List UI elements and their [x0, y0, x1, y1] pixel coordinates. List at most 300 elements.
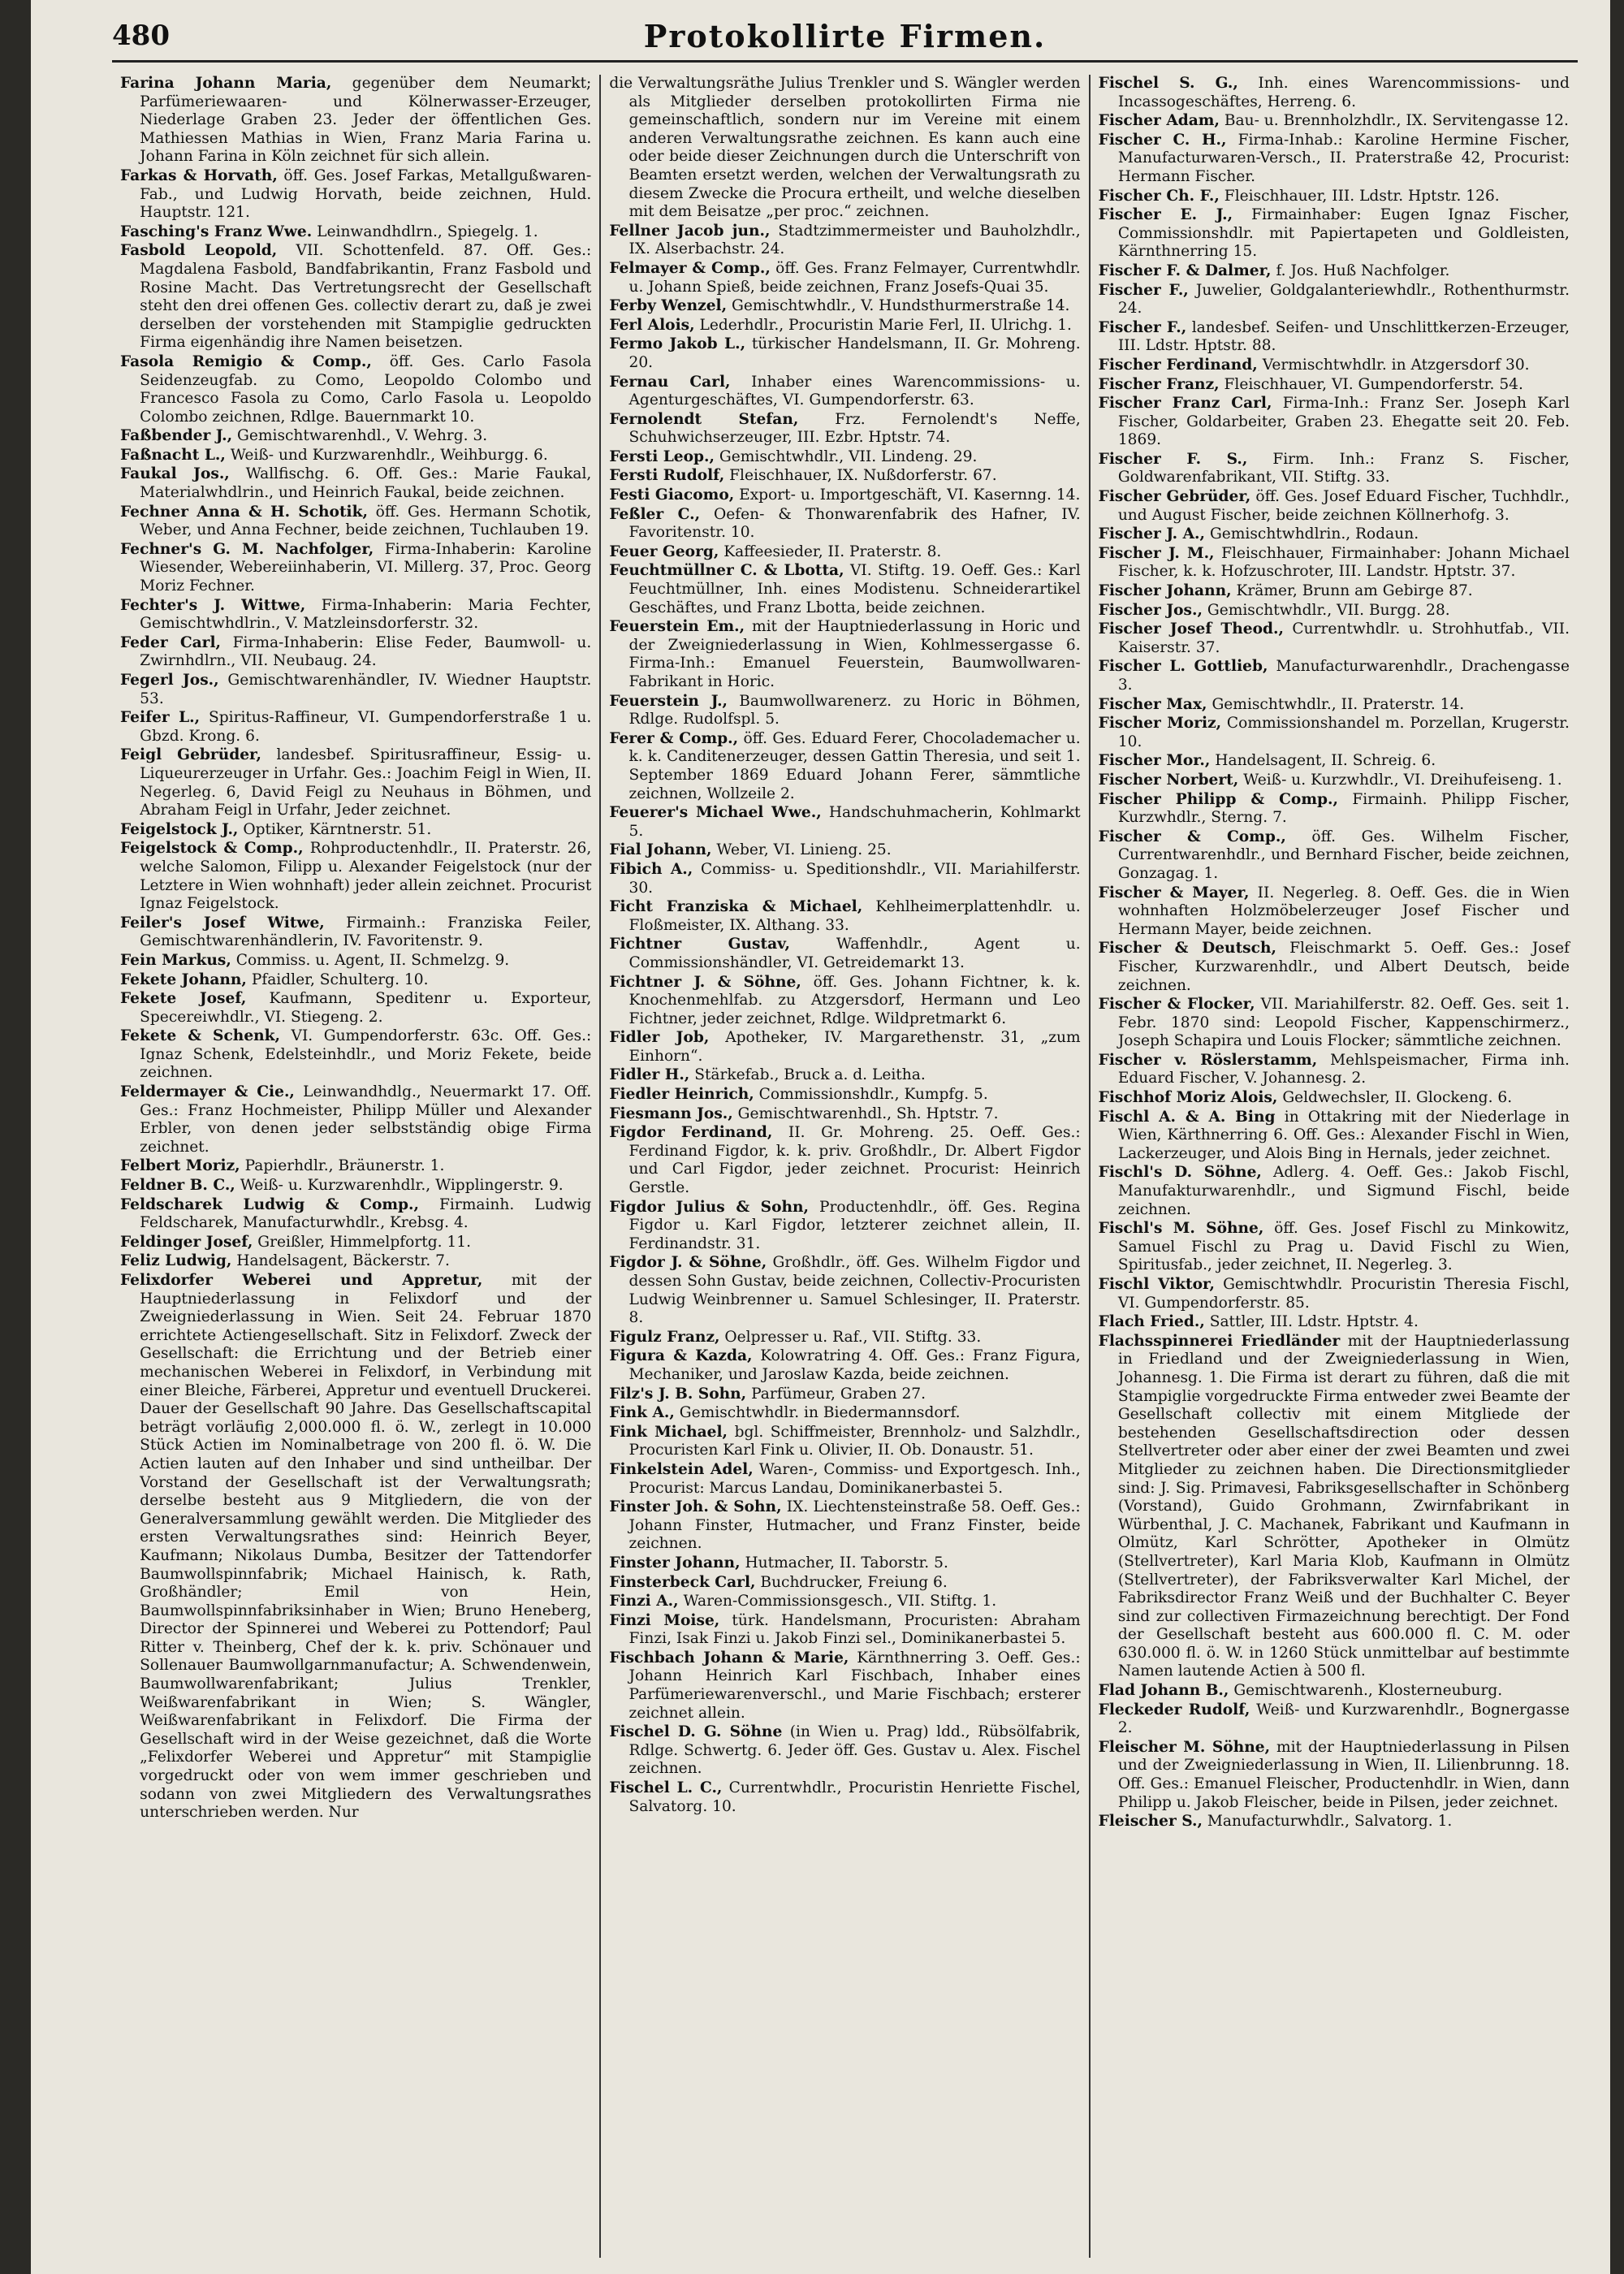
firm-name: Feuerer's Michael Wwe.,	[609, 804, 822, 822]
firm-name: Feldner B. C.,	[120, 1177, 235, 1195]
directory-entry	[609, 448, 1080, 467]
firm-name: Fischer & Flocker,	[1098, 996, 1255, 1014]
directory-entry	[1099, 772, 1570, 790]
firm-details: Spiritus-Raffineur, VI. Gumpendorferstraße 1 u. Gbzd. Krong. 6.	[140, 709, 592, 745]
firm-name: Fechter's J. Wittwe,	[120, 596, 306, 614]
directory-entry	[609, 1554, 1080, 1573]
column-1	[112, 75, 599, 2258]
firm-details: türkischer Handelsmann, II. Gr. Mohreng. 20.	[628, 335, 1081, 371]
firm-details: Mehlspeismacher, Firma inh. Eduard Fischer, V. Johannesg. 2.	[1117, 1051, 1570, 1087]
directory-entry	[1099, 1109, 1570, 1164]
firm-details: Geldwechsler, II. Glockeng. 6.	[1282, 1089, 1513, 1107]
firm-name: Fiedler Heinrich,	[609, 1086, 754, 1104]
firm-details: Commissionshandel m. Porzellan, Krugerstr. 10.	[1117, 715, 1570, 750]
firm-name: Filz's J. B. Sohn,	[609, 1385, 747, 1403]
directory-entry	[609, 1105, 1080, 1124]
directory-entry	[1099, 395, 1570, 450]
firm-details: Fleischhauer, Firmainhaber: Johann Michael Fischer, k. k. Hofzuschroter, III. Landstr. Hptstr. 37.	[1117, 544, 1570, 581]
firm-name: Fischer F. S.,	[1098, 450, 1248, 468]
firm-name: Ficht Franziska & Michael,	[609, 898, 863, 916]
firm-details: Weiß- u. Kurzwhdlr., VI. Dreihufeiseng. 1.	[1243, 771, 1562, 789]
firm-name: Fasola Remigio & Comp.,	[120, 352, 372, 370]
firm-name: Fischer Max,	[1098, 695, 1207, 713]
directory-entry	[120, 952, 591, 971]
firm-name: Figdor J. & Söhne,	[609, 1254, 767, 1272]
firm-name: Fidler Job,	[609, 1029, 710, 1047]
directory-entry	[1099, 620, 1570, 657]
firm-details: Weber, VI. Linieng. 25.	[716, 841, 892, 859]
firm-details: IX. Liechtensteinstraße 58. Oeff. Ges.: Johann Finster, Hutmacher, und Franz Finster, beide zeichnen.	[628, 1498, 1081, 1553]
firm-details: Firm. Inh.: Franz S. Fischer, Goldwarenfabrikant, VII. Stiftg. 33.	[1117, 450, 1570, 486]
firm-details: Papierhdlr., Bräunerstr. 1.	[244, 1157, 445, 1175]
firm-details: bgl. Schiffmeister, Brennholz- und Salzhdlr., Procuristen Karl Fink u. Olivier, II. Ob. Donaustr. 51.	[628, 1423, 1081, 1459]
directory-entry	[1099, 545, 1570, 581]
firm-name: Fischer Moriz,	[1098, 715, 1222, 733]
firm-details: öff. Ges. Hermann Schotik, Weber, und Anna Fechner, beide zeichnen, Tuchlauben 19.	[140, 503, 592, 539]
directory-entry	[609, 898, 1080, 935]
firm-name: Fischl Viktor,	[1098, 1276, 1215, 1293]
firm-name: Ferer & Comp.,	[609, 729, 739, 747]
firm-name: Fichtner J. & Söhne,	[609, 973, 801, 991]
firm-name: Fischer Gebrüder,	[1098, 488, 1251, 506]
firm-details: Waren-, Commiss- und Exportgesch. Inh., Procurist: Marcus Landau, Dominikanerbastei 5.	[628, 1460, 1081, 1497]
firm-name: Fischer E. J.,	[1098, 206, 1233, 224]
firm-name: Feldscharek Ludwig & Comp.,	[120, 1195, 419, 1213]
firm-name: Farkas & Horvath,	[120, 166, 278, 184]
firm-details: Weiß- und Kurzwarenhdlr., Weihburgg. 6.	[230, 446, 548, 464]
directory-entry	[1099, 451, 1570, 487]
firm-details: Kaffeesieder, II. Praterstr. 8.	[723, 543, 942, 560]
firm-name: Farina Johann Maria,	[120, 75, 332, 92]
directory-entry	[120, 746, 591, 819]
directory-entry	[609, 936, 1080, 972]
firm-name: Fidler H.,	[609, 1066, 690, 1084]
firm-name: Feigl Gebrüder,	[120, 746, 261, 764]
directory-entry	[1099, 75, 1570, 111]
directory-entry	[609, 1574, 1080, 1593]
directory-entry	[1099, 282, 1570, 318]
directory-entry	[609, 1723, 1080, 1779]
firm-name: Fersti Rudolf,	[609, 467, 725, 485]
firm-details: VII. Mariahilferstr. 82. Oeff. Ges. seit 1. Febr. 1870 sind: Leopold Fischer, Kappenschirmerz., Joseph Schapira und Louis Flocker; sämmtliche zeichnen.	[1117, 996, 1570, 1050]
firm-details: Frz. Fernolendt's Neffe, Schuhwichserzeuger, III. Ezbr. Hptstr. 74.	[628, 410, 1081, 447]
firm-details: Parfümeur, Graben 27.	[751, 1385, 926, 1403]
directory-entry	[609, 467, 1080, 486]
firm-details: Sattler, III. Ldstr. Hptstr. 4.	[1209, 1313, 1419, 1331]
directory-entry	[120, 167, 591, 223]
directory-entry	[609, 260, 1080, 296]
firm-details: Handschuhmacherin, Kohlmarkt 5.	[628, 804, 1081, 840]
firm-details: Export- u. Importgeschäft, VI. Kasernng. 14.	[739, 486, 1081, 504]
directory-entry	[609, 804, 1080, 841]
firm-details: Gemischtwarenh., Klosterneuburg.	[1233, 1682, 1503, 1700]
firm-details: Gemischtwhdlr. Procuristin Theresia Fischl, VI. Gumpendorferstr. 85.	[1117, 1276, 1570, 1312]
firm-name: Feiler's Josef Witwe,	[120, 914, 325, 932]
firm-name: Fermo Jakob L.,	[609, 335, 746, 353]
firm-details: landesbef. Seifen- und Unschlittkerzen-Erzeuger, III. Ldstr. Hptstr. 88.	[1117, 318, 1570, 355]
directory-entry	[120, 223, 591, 242]
directory-entry	[609, 1386, 1080, 1404]
firm-name: Fischer & Deutsch,	[1098, 940, 1276, 958]
firm-name: Finzi A.,	[609, 1593, 679, 1610]
firm-details: Commiss. u. Agent, II. Schmelzg. 9.	[235, 951, 510, 969]
directory-entry	[1099, 602, 1570, 620]
firm-details: öff. Ges. Wilhelm Fischer, Currentwarenhdlr., und Bernhard Fischer, beide zeichnen, Gonzagag. 1.	[1117, 828, 1570, 882]
directory-entry	[120, 242, 591, 352]
firm-details: Firmainh. Ludwig Feldscharek, Manufacturwhdlr., Krebsg. 4.	[140, 1195, 592, 1232]
firm-details: Bau- u. Brennholzhdlr., IX. Servitengasse 12.	[1224, 112, 1569, 130]
firm-details: öff. Ges. Johann Fichtner, k. k. Knochenmehlfab. zu Atzgersdorf, Hermann und Leo Fichtner, jeder zeichnet, Rdlge. Wildpretmarkt 6.	[628, 973, 1081, 1027]
firm-details: Waren-Commissionsgesch., VII. Stiftg. 1.	[683, 1593, 997, 1610]
firm-details: Firma-Inhaberin: Maria Fechter, Gemischtwhdlrin., V. Matzleinsdorferstr. 32.	[140, 596, 592, 633]
firm-name: Fischer Norbert,	[1098, 771, 1239, 789]
directory-entry	[609, 1498, 1080, 1554]
directory-entry	[1099, 132, 1570, 187]
firm-name: Feuerstein Em.,	[609, 618, 745, 636]
firm-details: Kolowratring 4. Off. Ges.: Franz Figura, Mechaniker, und Jaroslaw Kazda, beide zeichnen.	[628, 1347, 1081, 1383]
directory-entry	[609, 1066, 1080, 1085]
firm-details: VI. Gumpendorferstr. 63c. Off. Ges.: Ignaz Schenk, Edelsteinhdlr., und Moriz Fekete, beide zeichnen.	[140, 1027, 592, 1082]
directory-entry	[609, 562, 1080, 617]
directory-entry	[1099, 188, 1570, 206]
directory-entry	[609, 543, 1080, 562]
firm-name: Fernau Carl,	[609, 373, 731, 391]
directory-entry	[609, 317, 1080, 335]
firm-name: Fibich A.,	[609, 860, 693, 878]
directory-entry	[609, 75, 1080, 222]
columns-container	[112, 75, 1578, 2258]
firm-details: Kärnthnerring 3. Oeff. Ges.: Johann Heinrich Karl Fischbach, Inhaber eines Parfümeriewarenverschl., und Marie Fischbach; ersterer zeichnet allein.	[628, 1649, 1081, 1722]
page-number: 480	[112, 19, 170, 52]
firm-details: türk. Handelsmann, Procuristen: Abraham Finzi, Isak Finzi u. Jakob Finzi sel., Dominikanerbastei 5.	[628, 1611, 1081, 1648]
firm-name: Fein Markus,	[120, 951, 231, 969]
firm-name: Felixdorfer Weberei und Appretur,	[120, 1272, 483, 1289]
firm-details: Firma-Inhab.: Karoline Hermine Fischer, Manufacturwaren-Versch., II. Praterstraße 42, Procurist: Hermann Fischer.	[1117, 131, 1570, 185]
firm-details: Leinwandhdlrn., Spiegelg. 1.	[317, 223, 538, 240]
firm-name: Ferby Wenzel,	[609, 297, 728, 315]
directory-entry	[1099, 357, 1570, 375]
firm-name: Fischer Adam,	[1098, 112, 1220, 130]
firm-details: Firmainh.: Franziska Feiler, Gemischtwarenhändlerin, IV. Favoritenstr. 9.	[140, 914, 592, 950]
directory-entry	[120, 1252, 591, 1271]
directory-entry	[1099, 1052, 1570, 1088]
firm-name: Faukal Jos.,	[120, 465, 230, 483]
firm-name: Fischer Ferdinand,	[1098, 356, 1258, 374]
directory-entry	[1099, 715, 1570, 751]
directory-entry	[120, 1196, 591, 1233]
firm-details: Optiker, Kärntnerstr. 51.	[243, 820, 432, 838]
directory-entry	[120, 990, 591, 1027]
directory-entry	[120, 634, 591, 671]
firm-details: Oelpresser u. Raf., VII. Stiftg. 33.	[724, 1328, 982, 1346]
directory-entry	[120, 465, 591, 502]
directory-entry	[609, 730, 1080, 803]
firm-name: Figdor Ferdinand,	[609, 1124, 773, 1142]
directory-entry	[609, 1199, 1080, 1254]
directory-entry	[1099, 658, 1570, 694]
firm-details: Leinwandhdlg., Neuermarkt 17. Off. Ges.: Franz Hochmeister, Philipp Müller und Alexander Erbler, von denen jeder selbstständig obige Firma zeichnet.	[140, 1083, 592, 1156]
directory-entry	[1099, 996, 1570, 1051]
firm-details: Weiß- u. Kurzwarenhdlr., Wipplingerstr. 9.	[240, 1177, 564, 1195]
firm-name: Fischer Ch. F.,	[1098, 187, 1220, 205]
page-title: Protokollirte Firmen.	[643, 18, 1047, 54]
directory-entry	[609, 693, 1080, 729]
firm-name: Fleischer M. Söhne,	[1098, 1738, 1271, 1756]
firm-name: Fischer C. H.,	[1098, 131, 1227, 149]
directory-entry	[120, 353, 591, 426]
firm-name: Fischbach Johann & Marie,	[609, 1649, 849, 1667]
directory-entry	[120, 75, 591, 166]
firm-details: Currentwhdlr. u. Strohhutfab., VII. Kaiserstr. 37.	[1117, 620, 1570, 656]
firm-details: Gemischtwhdlr., VII. Burgg. 28.	[1207, 601, 1450, 619]
firm-name: Fersti Leop.,	[609, 447, 715, 465]
firm-name: Fischer Mor.,	[1098, 752, 1211, 770]
firm-name: Fischer Johann,	[1098, 582, 1232, 600]
firm-name: Fink Michael,	[609, 1423, 728, 1441]
directory-entry	[1099, 791, 1570, 828]
firm-details: mit der Hauptniederlassung in Horic und der Zweigniederlassung in Wien, Kohlmessergasse 6. Firma-Inh.: Emanuel Feuerstein, Baumwollwaren-Fabrikant in Horic.	[628, 618, 1081, 690]
firm-details: öff. Ges. Josef Farkas, Metallgußwaren-Fab., und Ludwig Horvath, beide zeichnen, Huld. Hauptstr. 121.	[140, 166, 592, 222]
firm-name: Fischer Philipp & Comp.,	[1098, 790, 1338, 808]
firm-name: Faßnacht L.,	[120, 446, 226, 464]
firm-name: Fischer J. A.,	[1098, 525, 1206, 543]
firm-details: öff. Ges. Eduard Ferer, Chocolademacher u. k. k. Canditenerzeuger, dessen Gattin Theresia, und seit 1. September 1869 Eduard Johann Ferer, sämmtliche zeichnen, Wollzeile 2.	[628, 729, 1081, 802]
firm-details: II. Gr. Mohreng. 25. Oeff. Ges.: Ferdinand Figdor, k. k. priv. Großhdlr., Dr. Albert Figdor und Carl Figdor, jeder zeichnet. Procurist: Heinrich Gerstle.	[628, 1124, 1081, 1197]
directory-entry	[609, 1347, 1080, 1384]
directory-entry	[1099, 884, 1570, 940]
firm-details: öff. Ges. Josef Fischl zu Minkowitz, Samuel Fischl zu Prag u. David Fischl zu Wien, Spiritusfab., jeder zeichnet, II. Negerleg. 3.	[1117, 1220, 1570, 1274]
firm-name: Fleischer S.,	[1098, 1813, 1203, 1831]
firm-details: VI. Stiftg. 19. Oeff. Ges.: Karl Feuchtmüllner, Inh. eines Modistenu. Schneiderartikel Geschäftes, und Franz Lbotta, beide zeichnen.	[628, 562, 1081, 616]
firm-name: Fischel S. G.,	[1098, 75, 1238, 92]
firm-details: Baumwollwarenerz. zu Horic in Böhmen, Rdlge. Rudolfspl. 5.	[628, 692, 1081, 728]
directory-entry	[120, 971, 591, 990]
firm-details: Rohproductenhdlr., II. Praterstr. 26, welche Salomon, Filipp u. Alexander Feigelstock (nur der Letztere in Wien wohnhaft) jeder allein zeichnet. Procurist Ignaz Feigelstock.	[140, 840, 592, 913]
directory-entry	[609, 506, 1080, 543]
firm-name: Finsterbeck Carl,	[609, 1573, 756, 1591]
firm-name: Feigelstock & Comp.,	[120, 840, 304, 858]
firm-name: Faßbender J.,	[120, 427, 233, 445]
firm-name: Finzi Moise,	[609, 1611, 720, 1629]
directory-entry	[120, 541, 591, 596]
directory-entry	[609, 1029, 1080, 1066]
firm-name: Fischel L. C.,	[609, 1779, 723, 1797]
firm-details: Commiss- u. Speditionshdlr., VII. Mariahilferstr. 30.	[628, 860, 1081, 897]
firm-name: Fegerl Jos.,	[120, 672, 219, 689]
firm-details: Gemischtwhdlr., V. Hundsthurmerstraße 14.	[731, 297, 1070, 315]
firm-details: Productenhdlr., öff. Ges. Regina Figdor u. Karl Figdor, letzterer zeichnet allein, II. Ferdinandstr. 31.	[628, 1198, 1081, 1252]
firm-name: Fischl's M. Söhne,	[1098, 1220, 1264, 1238]
directory-entry	[1099, 1739, 1570, 1812]
firm-name: Flachsspinnerei Friedländer	[1098, 1332, 1341, 1350]
directory-entry	[120, 1083, 591, 1156]
firm-details: Adlerg. 4. Oeff. Ges.: Jakob Fischl, Manufakturwarenhdlr., und Sigmund Fischl, beide zeichnen.	[1117, 1164, 1570, 1218]
directory-entry	[1099, 262, 1570, 281]
firm-details: öff. Ges. Josef Eduard Fischer, Tuchhdlr., und August Fischer, beide zeichnen Köllnerhofg. 3.	[1117, 488, 1570, 524]
firm-name: Finkelstein Adel,	[609, 1460, 754, 1478]
firm-name: Fechner's G. M. Nachfolger,	[120, 540, 374, 558]
firm-details: VII. Schottenfeld. 87. Off. Ges.: Magdalena Fasbold, Bandfabrikantin, Franz Fasbold und Rosine Macht. Das Vertretungsrecht der Gesellschaft steht den drei offenen Ges. collectiv derart zu, daß je zwei derselben der vorstehenden mit Stampiglie gedruckten Firma eigenhändig ihre Namen beisetzen.	[140, 242, 592, 352]
firm-name: Feuchtmüllner C. & Lbotta,	[609, 562, 844, 580]
directory-entry	[609, 861, 1080, 897]
directory-entry	[609, 411, 1080, 447]
directory-entry	[1099, 112, 1570, 131]
firm-details: Stadtzimmermeister und Bauholzhdlr., IX. Alserbachstr. 24.	[628, 222, 1081, 258]
directory-entry	[609, 1593, 1080, 1611]
firm-name: Fischer Franz Carl,	[1098, 395, 1272, 413]
firm-details: Handelsagent, Bäckerstr. 7.	[236, 1252, 450, 1270]
directory-entry	[609, 841, 1080, 860]
firm-details: Fleischhauer, III. Ldstr. Hptstr. 126.	[1224, 187, 1500, 205]
firm-details: mit der Hauptniederlassung in Friedland und der Zweigniederlassung in Wien, Johannesg. 1. Die Firma ist derart zu führen, daß die mit Stampiglie vorgedruckte Firma entweder zwei Beamte der Gesellschaft collectiv mit einem Mitgliede der bestehenden Gesellschaftsdirection oder dessen Stellvertreter oder aber einer der zwei Beamten und zwei Mitglieder zu zeichnen haben. Die Directionsmitglieder sind: J. Sig. Primavesi, Fabriksgesellschafter in Schönberg (Vorstand), Guido Grohmann, Zwirnfabrikant in Würbenthal, J. C. Machanek, Fabrikant und Kaufmann in Olmütz, Karl Schrötter, Apotheker in Olmütz (Stellvertreter), Karl Maria Klob, Kaufmann in Olmütz (Stellvertreter), der Fabriksverwalter Karl Michel, der Fabriksdirector Franz Weiß und der Buchhalter C. Beyer sind zur collectiven Firmazeichnung berechtigt. Der Fond der Gesellschaft besteht aus 600.000 fl. C. M. oder 630.000 fl. ö. W. in 1260 Stück unmittelbar auf bestimmte Namen lautende Actien à 500 fl.	[1117, 1332, 1570, 1680]
firm-details: Gemischtwhdlr. in Biedermannsdorf.	[679, 1404, 961, 1422]
firm-details: öff. Ges. Franz Felmayer, Currentwhdlr. u. Johann Spieß, beide zeichnen, Franz Josefs-Quai 35.	[628, 259, 1081, 296]
directory-entry	[120, 672, 591, 708]
directory-entry	[120, 709, 591, 746]
directory-entry	[609, 974, 1080, 1029]
firm-name: Festi Giacomo,	[609, 486, 735, 504]
firm-details: Waffenhdlr., Agent u. Commissionshändler, VI. Getreidemarkt 13.	[628, 936, 1081, 971]
directory-entry	[609, 297, 1080, 316]
firm-details: Fleischhauer, VI. Gumpendorferstr. 54.	[1224, 375, 1523, 393]
firm-details: Apotheker, IV. Margarethenstr. 31, „zum Einhorn“.	[628, 1029, 1081, 1065]
firm-details: öff. Ges. Carlo Fasola Seidenzeugfab. zu Como, Leopoldo Colombo und Francesco Fasola zu Como, Carlo Fasola u. Leopoldo Colombo zeichnen, Rdlge. Bauernmarkt 10.	[140, 352, 592, 426]
firm-name: Fischer F.,	[1098, 281, 1189, 299]
directory-entry	[1099, 582, 1570, 601]
firm-name: Figura & Kazda,	[609, 1347, 753, 1365]
directory-entry	[609, 223, 1080, 259]
firm-name: Figdor Julius & Sohn,	[609, 1198, 809, 1216]
firm-details: Gemischtwarenhändler, IV. Wiedner Hauptstr. 53.	[140, 672, 592, 707]
firm-name: Feuerstein J.,	[609, 692, 728, 710]
directory-entry	[1099, 940, 1570, 995]
firm-name: Fischer F. & Dalmer,	[1098, 262, 1272, 279]
firm-details: Weiß- und Kurzwarenhdlr., Bognergasse 2.	[1117, 1701, 1570, 1737]
firm-details: Firma-Inhaberin: Karoline Wiesender, Webereiinhaberin, VI. Millerg. 37, Proc. Georg Moriz Fechner.	[140, 540, 592, 595]
firm-details: Gemischtwarenhdl., Sh. Hptstr. 7.	[737, 1105, 999, 1122]
directory-entry	[1099, 1813, 1570, 1831]
firm-name: Fischl's D. Söhne,	[1098, 1164, 1262, 1182]
firm-details: Firmainhaber: Eugen Ignaz Fischer, Commissionshdlr. mit Papiertapeten und Goldleisten, Kärnthnerring 15.	[1117, 206, 1570, 261]
firm-details: Firma-Inh.: Franz Ser. Joseph Karl Fischer, Goldarbeiter, Graben 23. Ehegatte seit 20. Feb. 1869.	[1117, 395, 1570, 449]
firm-details: Großhdlr., öff. Ges. Wilhelm Figdor und dessen Sohn Gustav, beide zeichnen, Collectiv-Procuristen Ludwig Weinbrenner u. Samuel Schlesinger, II. Praterstr. 8.	[628, 1254, 1081, 1327]
firm-details: Firmainh. Philipp Fischer, Kurzwhdlr., Sterng. 7.	[1117, 790, 1570, 827]
firm-name: Fekete Josef,	[120, 990, 247, 1008]
firm-name: Fischer Franz,	[1098, 375, 1220, 393]
directory-entry	[120, 1234, 591, 1252]
directory-entry	[120, 840, 591, 913]
firm-name: Feifer L.,	[120, 709, 201, 727]
firm-details: Manufacturwarenhdlr., Drachengasse 3.	[1117, 658, 1570, 694]
firm-name: Fasching's Franz Wwe.	[120, 223, 313, 240]
directory-entry	[1099, 488, 1570, 525]
firm-details: Kaufmann, Speditenr u. Exporteur, Specereiwhdlr., VI. Stiegeng. 2.	[140, 990, 592, 1026]
firm-name: Fischer J. M.,	[1098, 544, 1215, 562]
directory-entry	[1099, 206, 1570, 262]
directory-entry	[1099, 1220, 1570, 1275]
directory-entry	[609, 618, 1080, 691]
firm-details: Hutmacher, II. Taborstr. 5.	[745, 1554, 948, 1571]
firm-name: Feigelstock J.,	[120, 820, 239, 838]
firm-name: Feldinger Josef,	[120, 1233, 253, 1251]
firm-name: Feuer Georg,	[609, 543, 719, 560]
firm-details: Krämer, Brunn am Gebirge 87.	[1236, 582, 1473, 600]
firm-details: Pfaidler, Schulterg. 10.	[251, 971, 429, 988]
firm-name: Finster Joh. & Sohn,	[609, 1498, 782, 1516]
firm-details: Buchdrucker, Freiung 6.	[760, 1573, 948, 1591]
firm-details: Gemischtwarenhdl., V. Wehrg. 3.	[237, 427, 488, 445]
directory-entry	[609, 335, 1080, 372]
firm-details: Fleischmarkt 5. Oeff. Ges.: Josef Fischer, Kurzwarenhdlr., und Albert Deutsch, beide zeichnen.	[1117, 940, 1570, 994]
firm-name: Figulz Franz,	[609, 1328, 720, 1346]
firm-name: Flach Fried.,	[1098, 1313, 1205, 1331]
directory-entry	[120, 914, 591, 951]
directory-entry	[1099, 752, 1570, 771]
directory-entry	[609, 1649, 1080, 1723]
directory-entry	[120, 1177, 591, 1195]
firm-name: Fellner Jacob jun.,	[609, 222, 771, 240]
firm-details: gegenüber dem Neumarkt; Parfümeriewaaren- und Kölnerwasser-Erzeuger, Niederlage Graben 23. Jeder der öffentlichen Ges. Mathiessen Mathias in Wien, Franz Maria Farina u. Johann Farina in Köln zeichnet für sich allein.	[140, 75, 592, 166]
directory-entry	[609, 1404, 1080, 1423]
firm-name: Finster Johann,	[609, 1554, 741, 1571]
directory-entry	[609, 374, 1080, 410]
firm-name: Fischer Jos.,	[1098, 601, 1203, 619]
firm-details: Gemischtwhdlr., VII. Lindeng. 29.	[719, 447, 978, 465]
firm-name: Fischer F.,	[1098, 318, 1187, 336]
directory-entry	[120, 504, 591, 540]
firm-name: Fischhof Moriz Alois,	[1098, 1089, 1278, 1107]
directory-entry	[1099, 1313, 1570, 1332]
directory-entry	[609, 1612, 1080, 1649]
firm-details: Wallfischg. 6. Off. Ges.: Marie Faukal, Materialwhdlrin., und Heinrich Faukal, beide zeichnen.	[140, 465, 592, 502]
directory-entry	[1099, 828, 1570, 884]
firm-details: II. Negerleg. 8. Oeff. Ges. die in Wien wohnhaften Holzmöbelerzeuger Josef Fischer und Hermann Mayer, beide zeichnen.	[1117, 884, 1570, 938]
firm-name: Fernolendt Stefan,	[609, 410, 799, 428]
firm-name: Feliz Ludwig,	[120, 1252, 232, 1270]
directory-entry	[1099, 696, 1570, 715]
firm-details: Commissionshdlr., Kumpfg. 5.	[758, 1086, 988, 1104]
firm-name: Fleckeder Rudolf,	[1098, 1701, 1250, 1718]
firm-details: mit der Hauptniederlassung in Pilsen und der Zweigniederlassung in Wien, II. Lilienbrunng. 18. Off. Ges.: Emanuel Fleischer, Productenhdlr. in Wien, dann Philipp u. Jakob Fleischer, beide in Pilsen, jeder zeichnet.	[1117, 1738, 1570, 1811]
directory-entry	[609, 1329, 1080, 1347]
firm-name: Felbert Moriz,	[120, 1157, 240, 1175]
firm-name: Fasbold Leopold,	[120, 242, 278, 260]
firm-name: Fekete & Schenk,	[120, 1027, 281, 1045]
directory-entry	[120, 1027, 591, 1083]
directory-entry	[120, 821, 591, 840]
column-3	[1089, 75, 1578, 2258]
directory-entry	[120, 427, 591, 446]
firm-name: Fischer v. Röslerstamm,	[1098, 1051, 1318, 1069]
firm-name: Fischel D. G. Söhne	[609, 1723, 783, 1741]
firm-name: Fischer Josef Theod.,	[1098, 620, 1284, 638]
firm-details: Inh. eines Warencommissions- und Incassogeschäftes, Herreng. 6.	[1117, 75, 1570, 110]
page-header	[112, 18, 1578, 63]
firm-details: Manufacturwhdlr., Salvatorg. 1.	[1207, 1813, 1453, 1831]
firm-details: Inhaber eines Warencommissions- u. Agenturgeschäftes, VI. Gumpendorferstr. 63.	[628, 373, 1081, 409]
directory-entry	[120, 447, 591, 465]
firm-name: Fichtner Gustav,	[609, 936, 790, 953]
firm-name: Fink A.,	[609, 1404, 675, 1422]
directory-entry	[609, 1461, 1080, 1498]
firm-details: Juwelier, Goldgalanteriewhdlr., Rothenthurmstr. 24.	[1117, 281, 1570, 318]
firm-details: (in Wien u. Prag) ldd., Rübsölfabrik, Rdlge. Schwertg. 6. Jeder öff. Ges. Gustav u. Alex. Fischel zeichnen.	[628, 1723, 1081, 1778]
directory-entry	[609, 1086, 1080, 1105]
firm-details: in Ottakring mit der Niederlage in Wien, Kärthnerring 6. Off. Ges.: Alexander Fischl in Wien, Lackerzeuger, und Alois Bing in Hernals, jeder zeichnet.	[1117, 1108, 1570, 1162]
firm-details: Currentwhdlr., Procuristin Henriette Fischel, Salvatorg. 10.	[628, 1779, 1081, 1815]
firm-details: Fleischhauer, IX. Nußdorferstr. 67.	[729, 467, 997, 485]
firm-name: Fekete Johann,	[120, 971, 247, 988]
